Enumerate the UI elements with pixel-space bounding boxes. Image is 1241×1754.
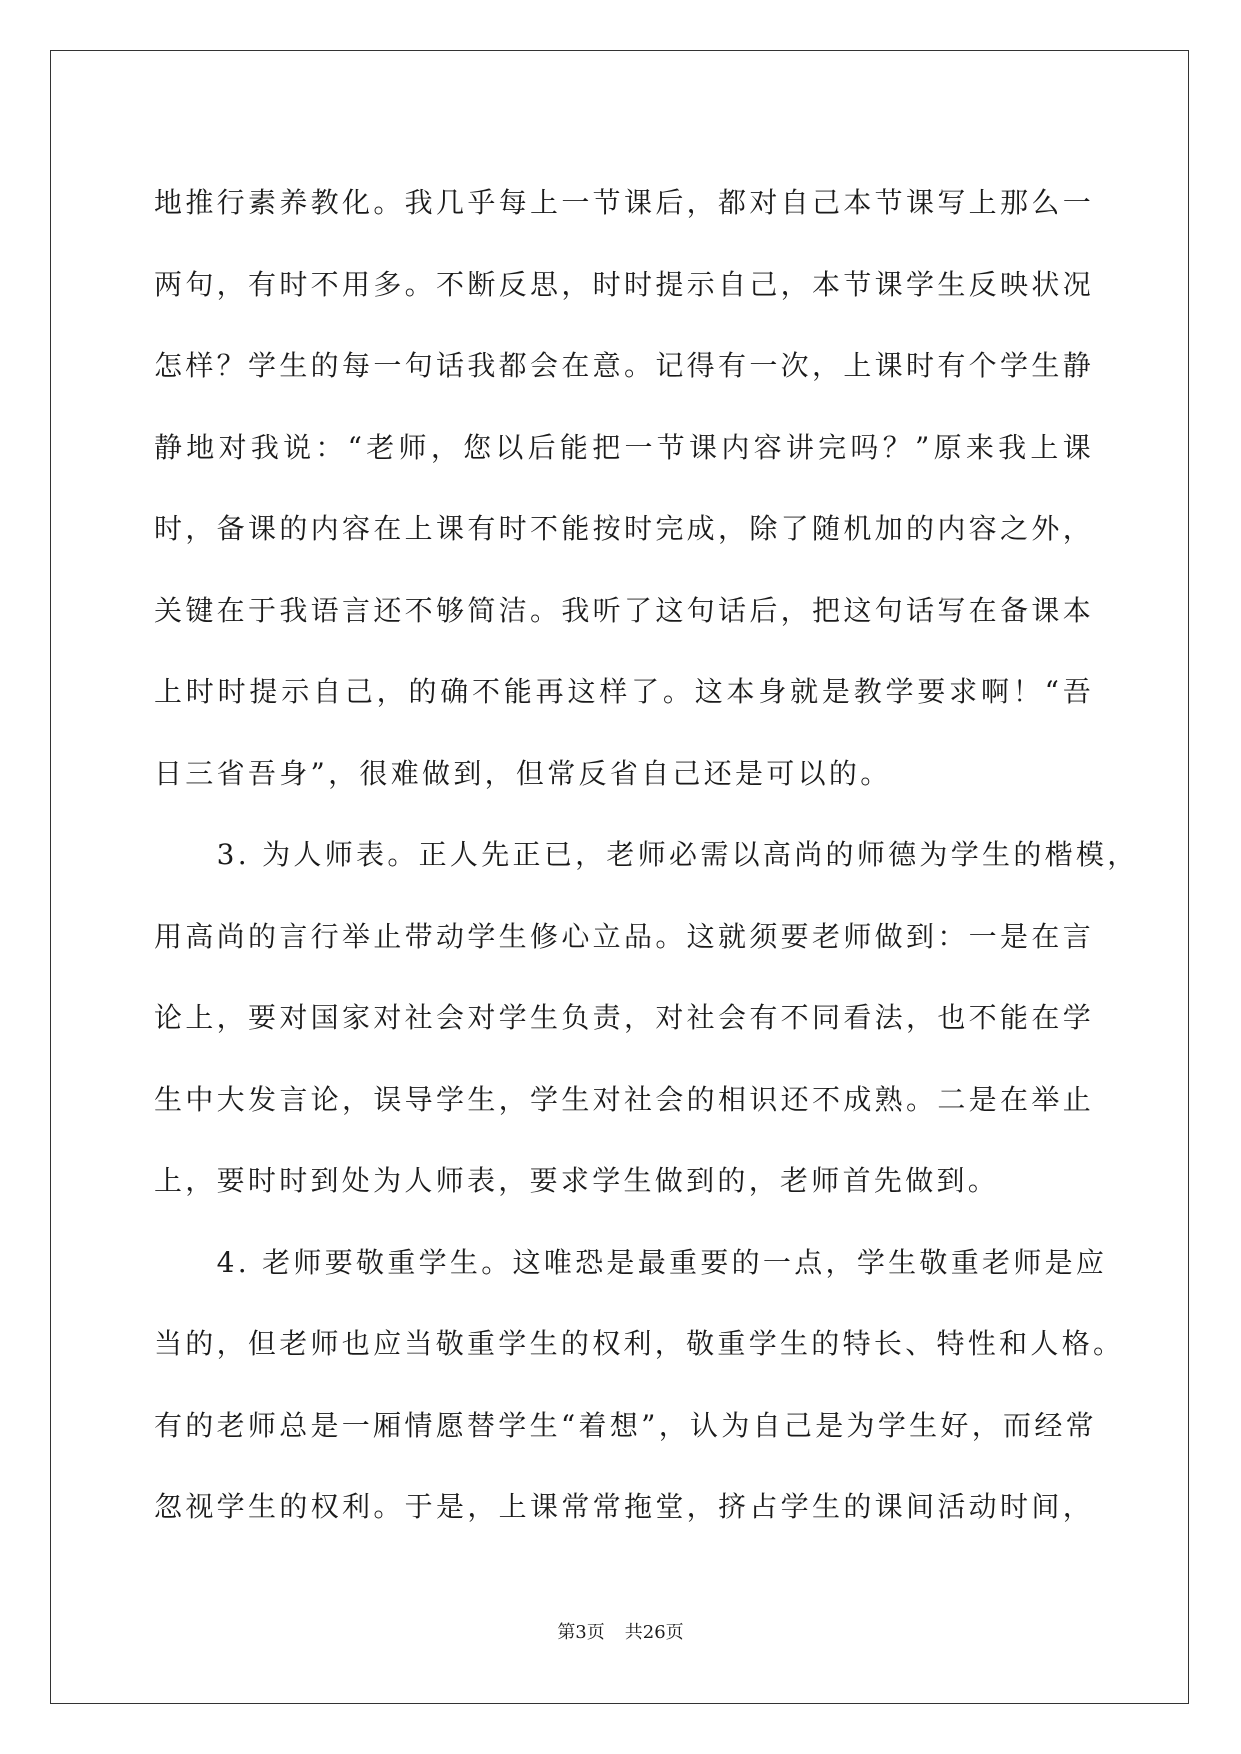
text-line: 4. 老师要敬重学生。这唯恐是最重要的一点，学生敬重老师是应 [154, 1245, 1108, 1279]
text-line: 时，备课的内容在上课有时不能按时完成，除了随机加的内容之外， [154, 512, 1094, 545]
document-body [154, 162, 1139, 1548]
text-line: 地推行素养教化。我几乎每上一节课后，都对自己本节课写上那么一 [154, 186, 1094, 219]
text-line: 生中大发言论，误导学生，学生对社会的相识还不成熟。二是在举止 [154, 1082, 1094, 1116]
paragraph-2 [154, 814, 1139, 1222]
text-line: 上，要时时到处为人师表，要求学生做到的，老师首先做到。 [154, 1164, 1000, 1197]
text-line: 忽视学生的权利。于是，上课常常拖堂，挤占学生的课间活动时间， [154, 1490, 1094, 1523]
page-number: 第3页 [557, 1622, 605, 1643]
text-line: 日三省吾身”，很难做到，但常反省自己还是可以的。 [154, 756, 892, 790]
paragraph-1 [154, 162, 1094, 814]
page-total: 共26页 [624, 1622, 684, 1643]
text-line: 当的，但老师也应当敬重学生的权利，敬重学生的特长、特性和人格。 [154, 1327, 1125, 1360]
paragraph-3 [154, 1222, 1125, 1548]
text-line: 关键在于我语言还不够简洁。我听了这句话后，把这句话写在备课本 [154, 593, 1094, 627]
text-line: 两句，有时不用多。不断反思，时时提示自己，本节课学生反映状况 [154, 267, 1094, 301]
text-line: 上时时提示自己，的确不能再这样了。这本身就是教学要求啊！“吾 [154, 675, 1094, 708]
text-line: 3. 为人师表。正人先正已，老师必需以高尚的师德为学生的楷模， [154, 838, 1139, 871]
text-line: 静地对我说：“老师，您以后能把一节课内容讲完吗？”原来我上课 [154, 430, 1094, 464]
text-line: 有的老师总是一厢情愿替学生“着想”，认为自己是为学生好，而经常 [154, 1408, 1097, 1442]
text-line: 怎样？学生的每一句话我都会在意。记得有一次，上课时有个学生静 [154, 349, 1094, 382]
page-footer [0, 1618, 1241, 1644]
text-line: 论上，要对国家对社会对学生负责，对社会有不同看法，也不能在学 [154, 1001, 1094, 1034]
text-line: 用高尚的言行举止带动学生修心立品。这就须要老师做到：一是在言 [154, 919, 1094, 953]
